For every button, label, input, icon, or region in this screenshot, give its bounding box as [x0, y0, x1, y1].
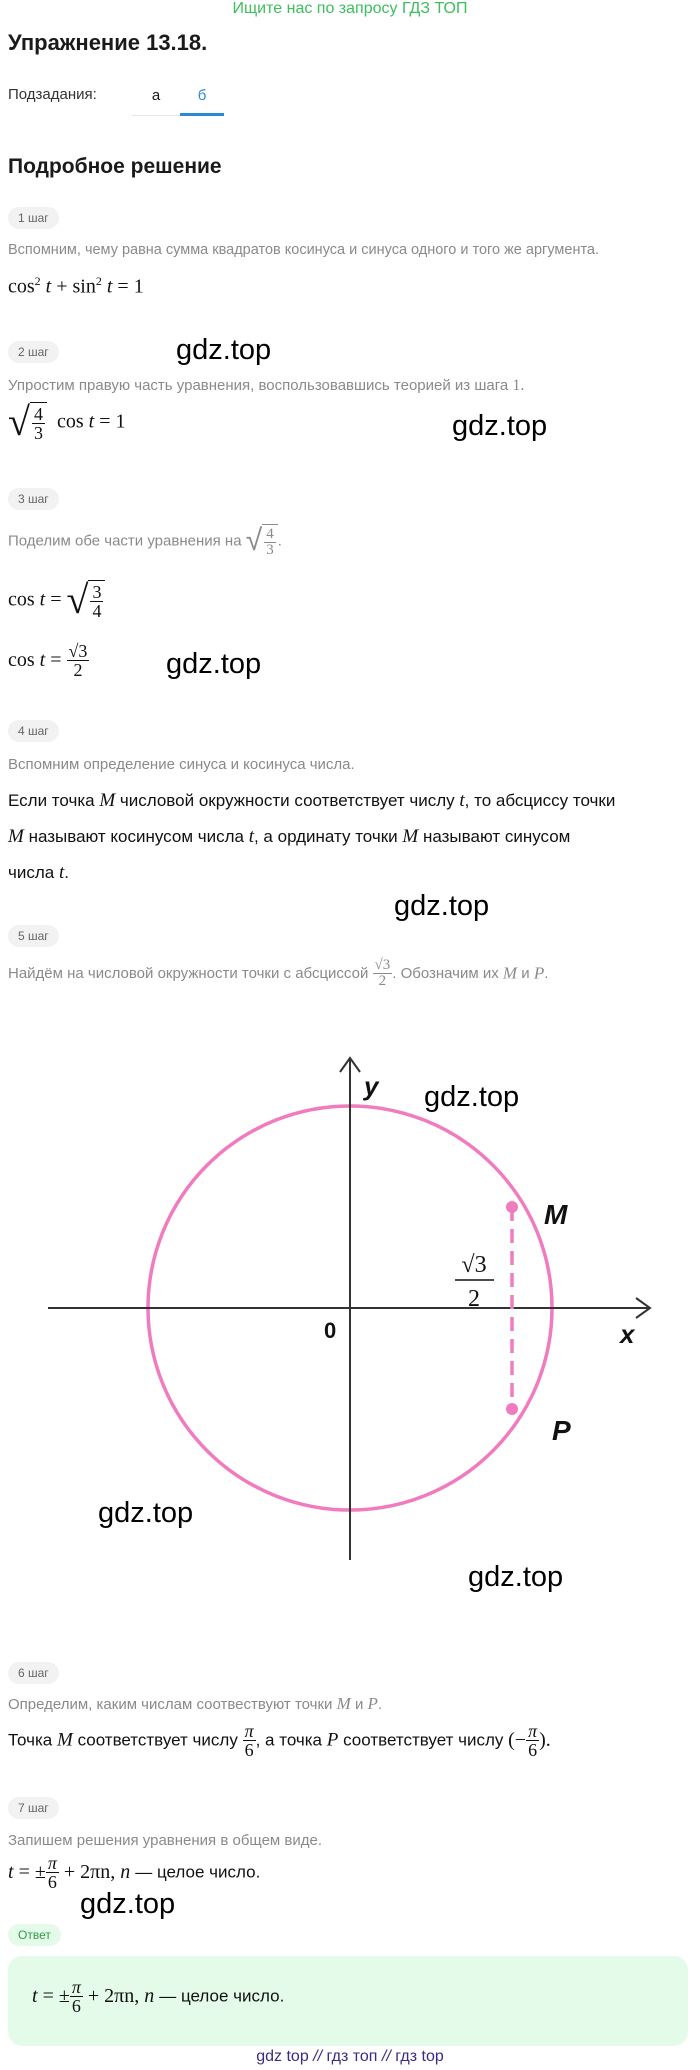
- step-6-pa: Точка: [8, 1730, 53, 1750]
- step-1-text: Вспомним, чему равна сумма квадратов косинуса и синуса одного и того же аргумента.: [8, 242, 600, 258]
- point-p-label: P: [552, 1415, 571, 1446]
- step-3-formula-1: cos t = √ $\frac{3}{4}$: [8, 580, 105, 620]
- top-banner[interactable]: Ищите нас по запросу ГДЗ ТОП: [232, 0, 468, 17]
- step-6-and: и: [354, 1696, 364, 1713]
- step-2-formula: √ $\frac{4}{3}$ cos t = 1: [8, 399, 126, 444]
- step-5-badge: 5 шаг: [8, 925, 59, 947]
- unit-circle-diagram: [0, 1040, 700, 1600]
- point-m[interactable]: [506, 1201, 518, 1213]
- step-4-p3a: числа: [8, 863, 55, 882]
- answer-box: [8, 1956, 688, 2046]
- step-6-pc: , а точка: [255, 1730, 323, 1750]
- solution-title: Подробное решение: [8, 155, 222, 178]
- m-symbol: M: [402, 826, 419, 847]
- step-1-badge: 1 шаг: [8, 207, 59, 229]
- step-6-pd: соответствует числу: [343, 1730, 504, 1750]
- m-symbol: M: [502, 963, 518, 983]
- point-p[interactable]: [506, 1403, 518, 1415]
- exercise-title: Упражнение 13.18.: [8, 30, 208, 55]
- watermark: gdz.top: [394, 890, 490, 922]
- watermark: gdz.top: [166, 648, 262, 680]
- watermark: gdz.top: [424, 1081, 520, 1113]
- step-6-paragraph: Точка M соответствует числу $\frac{\pi}{6}$ , а точка P соответствует числу (− $\frac{\pi}{6}$ ).: [8, 1721, 551, 1760]
- footer-links: [0, 2048, 700, 2066]
- p-symbol: P: [367, 1694, 378, 1713]
- sqrt3-denominator: 2: [468, 1286, 480, 1312]
- watermark: gdz.top: [176, 334, 272, 366]
- step-4-p1c: , то абсциссу точки: [464, 791, 616, 810]
- step-7-tail: — целое число.: [135, 1862, 261, 1882]
- step-2-text-main: Упростим правую часть уравнения, воспользовавшись теорией из шага: [8, 377, 509, 394]
- m-symbol: M: [57, 1729, 73, 1751]
- subtasks-label: Подзадания:: [8, 86, 97, 103]
- step-1-formula: $\cos^2 t + \sin^2 t = 1$: [8, 274, 144, 298]
- step-2-ref: 1.: [512, 377, 525, 394]
- x-axis-label: x: [620, 1319, 635, 1349]
- m-symbol: M: [99, 790, 116, 811]
- watermark: gdz.top: [80, 1888, 176, 1920]
- step-7-text: Запишем решения уравнения в общем виде.: [8, 1832, 323, 1849]
- step-4-paragraph-line-1: Если точка M числовой окружности соответствует числу t, то абсциссу точки: [8, 790, 616, 811]
- m-symbol: M: [336, 1694, 351, 1713]
- watermark: gdz.top: [468, 1561, 564, 1593]
- step-6-text: Определим, каким числам соотвествуют точки M и P.: [8, 1694, 383, 1713]
- step-5-and: и: [521, 965, 530, 982]
- step-6-pb: соответствует числу: [77, 1730, 238, 1750]
- step-6-badge: 6 шаг: [8, 1662, 59, 1684]
- point-m-label: M: [544, 1199, 568, 1230]
- step-4-p2b: , а ординату точки: [253, 827, 398, 846]
- subtask-tab-a-label: а: [151, 87, 161, 104]
- step-3-formula-2: cos t = $\frac{√3}{2}$: [8, 641, 88, 680]
- origin-label: 0: [324, 1318, 337, 1343]
- answer-badge: Ответ: [8, 1924, 61, 1946]
- step-4-text: Вспомним определение синуса и косинуса числа.: [8, 756, 355, 773]
- p-symbol: P: [326, 1729, 339, 1751]
- sqrt3-numerator: √3: [461, 1252, 487, 1278]
- m-symbol: M: [8, 826, 24, 847]
- step-5-text: Найдём на числовой окружности точки с абсциссой $\frac{√3}{2}$ . Обозначим их M и P.: [8, 957, 549, 989]
- footer-link-3[interactable]: гдз top: [395, 2048, 444, 2065]
- step-3-text-main: Поделим обе части уравнения на: [8, 532, 242, 550]
- step-6-text-a: Определим, каким числам соотвествуют точки: [8, 1696, 333, 1713]
- step-4-p1b: числовой окружности соответствует числу: [119, 791, 455, 810]
- step-5-text-a: Найдём на числовой окружности точки с абсциссой: [8, 965, 369, 982]
- subtask-tab-b-label: б: [197, 87, 207, 104]
- step-7-formula: t = ± $\frac{\pi}{6}$ + 2πn, n — целое число.: [8, 1853, 261, 1892]
- step-3-text: Поделим обе части уравнения на √ $\frac{4}{3}$ .: [8, 524, 282, 558]
- footer-link-1[interactable]: gdz top: [256, 2048, 309, 2065]
- step-4-badge: 4 шаг: [8, 720, 59, 742]
- footer-link-2[interactable]: гдз топ: [326, 2048, 378, 2065]
- watermark: gdz.top: [98, 1497, 194, 1529]
- footer-sep: //: [381, 2048, 391, 2065]
- step-4-p2c: называют синусом: [422, 827, 571, 846]
- step-3-badge: 3 шаг: [8, 488, 59, 510]
- answer-formula: t = ± $\frac{\pi}{6}$ + 2πn, n — целое число.: [32, 1977, 285, 2016]
- step-4-paragraph-line-2: M называют косинусом числа t, а ординату точки M называют синусом: [8, 826, 571, 847]
- subtask-tab-a[interactable]: [132, 78, 180, 116]
- y-axis-label: y: [364, 1071, 379, 1101]
- step-2-text: [8, 377, 524, 395]
- step-4-p2a: называют косинусом числа: [28, 827, 244, 846]
- step-5-text-b: . Обозначим их: [392, 965, 499, 982]
- subtask-tab-b[interactable]: [180, 78, 224, 116]
- step-4-paragraph-line-3: числа t.: [8, 862, 69, 883]
- p-symbol: P: [533, 963, 545, 983]
- step-4-p1a: Если точка: [8, 791, 95, 810]
- answer-tail: — целое число.: [159, 1986, 285, 2006]
- footer-sep: //: [313, 2048, 323, 2065]
- watermark: gdz.top: [452, 410, 548, 442]
- step-7-badge: 7 шаг: [8, 1797, 59, 1819]
- step-2-badge: 2 шаг: [8, 341, 59, 363]
